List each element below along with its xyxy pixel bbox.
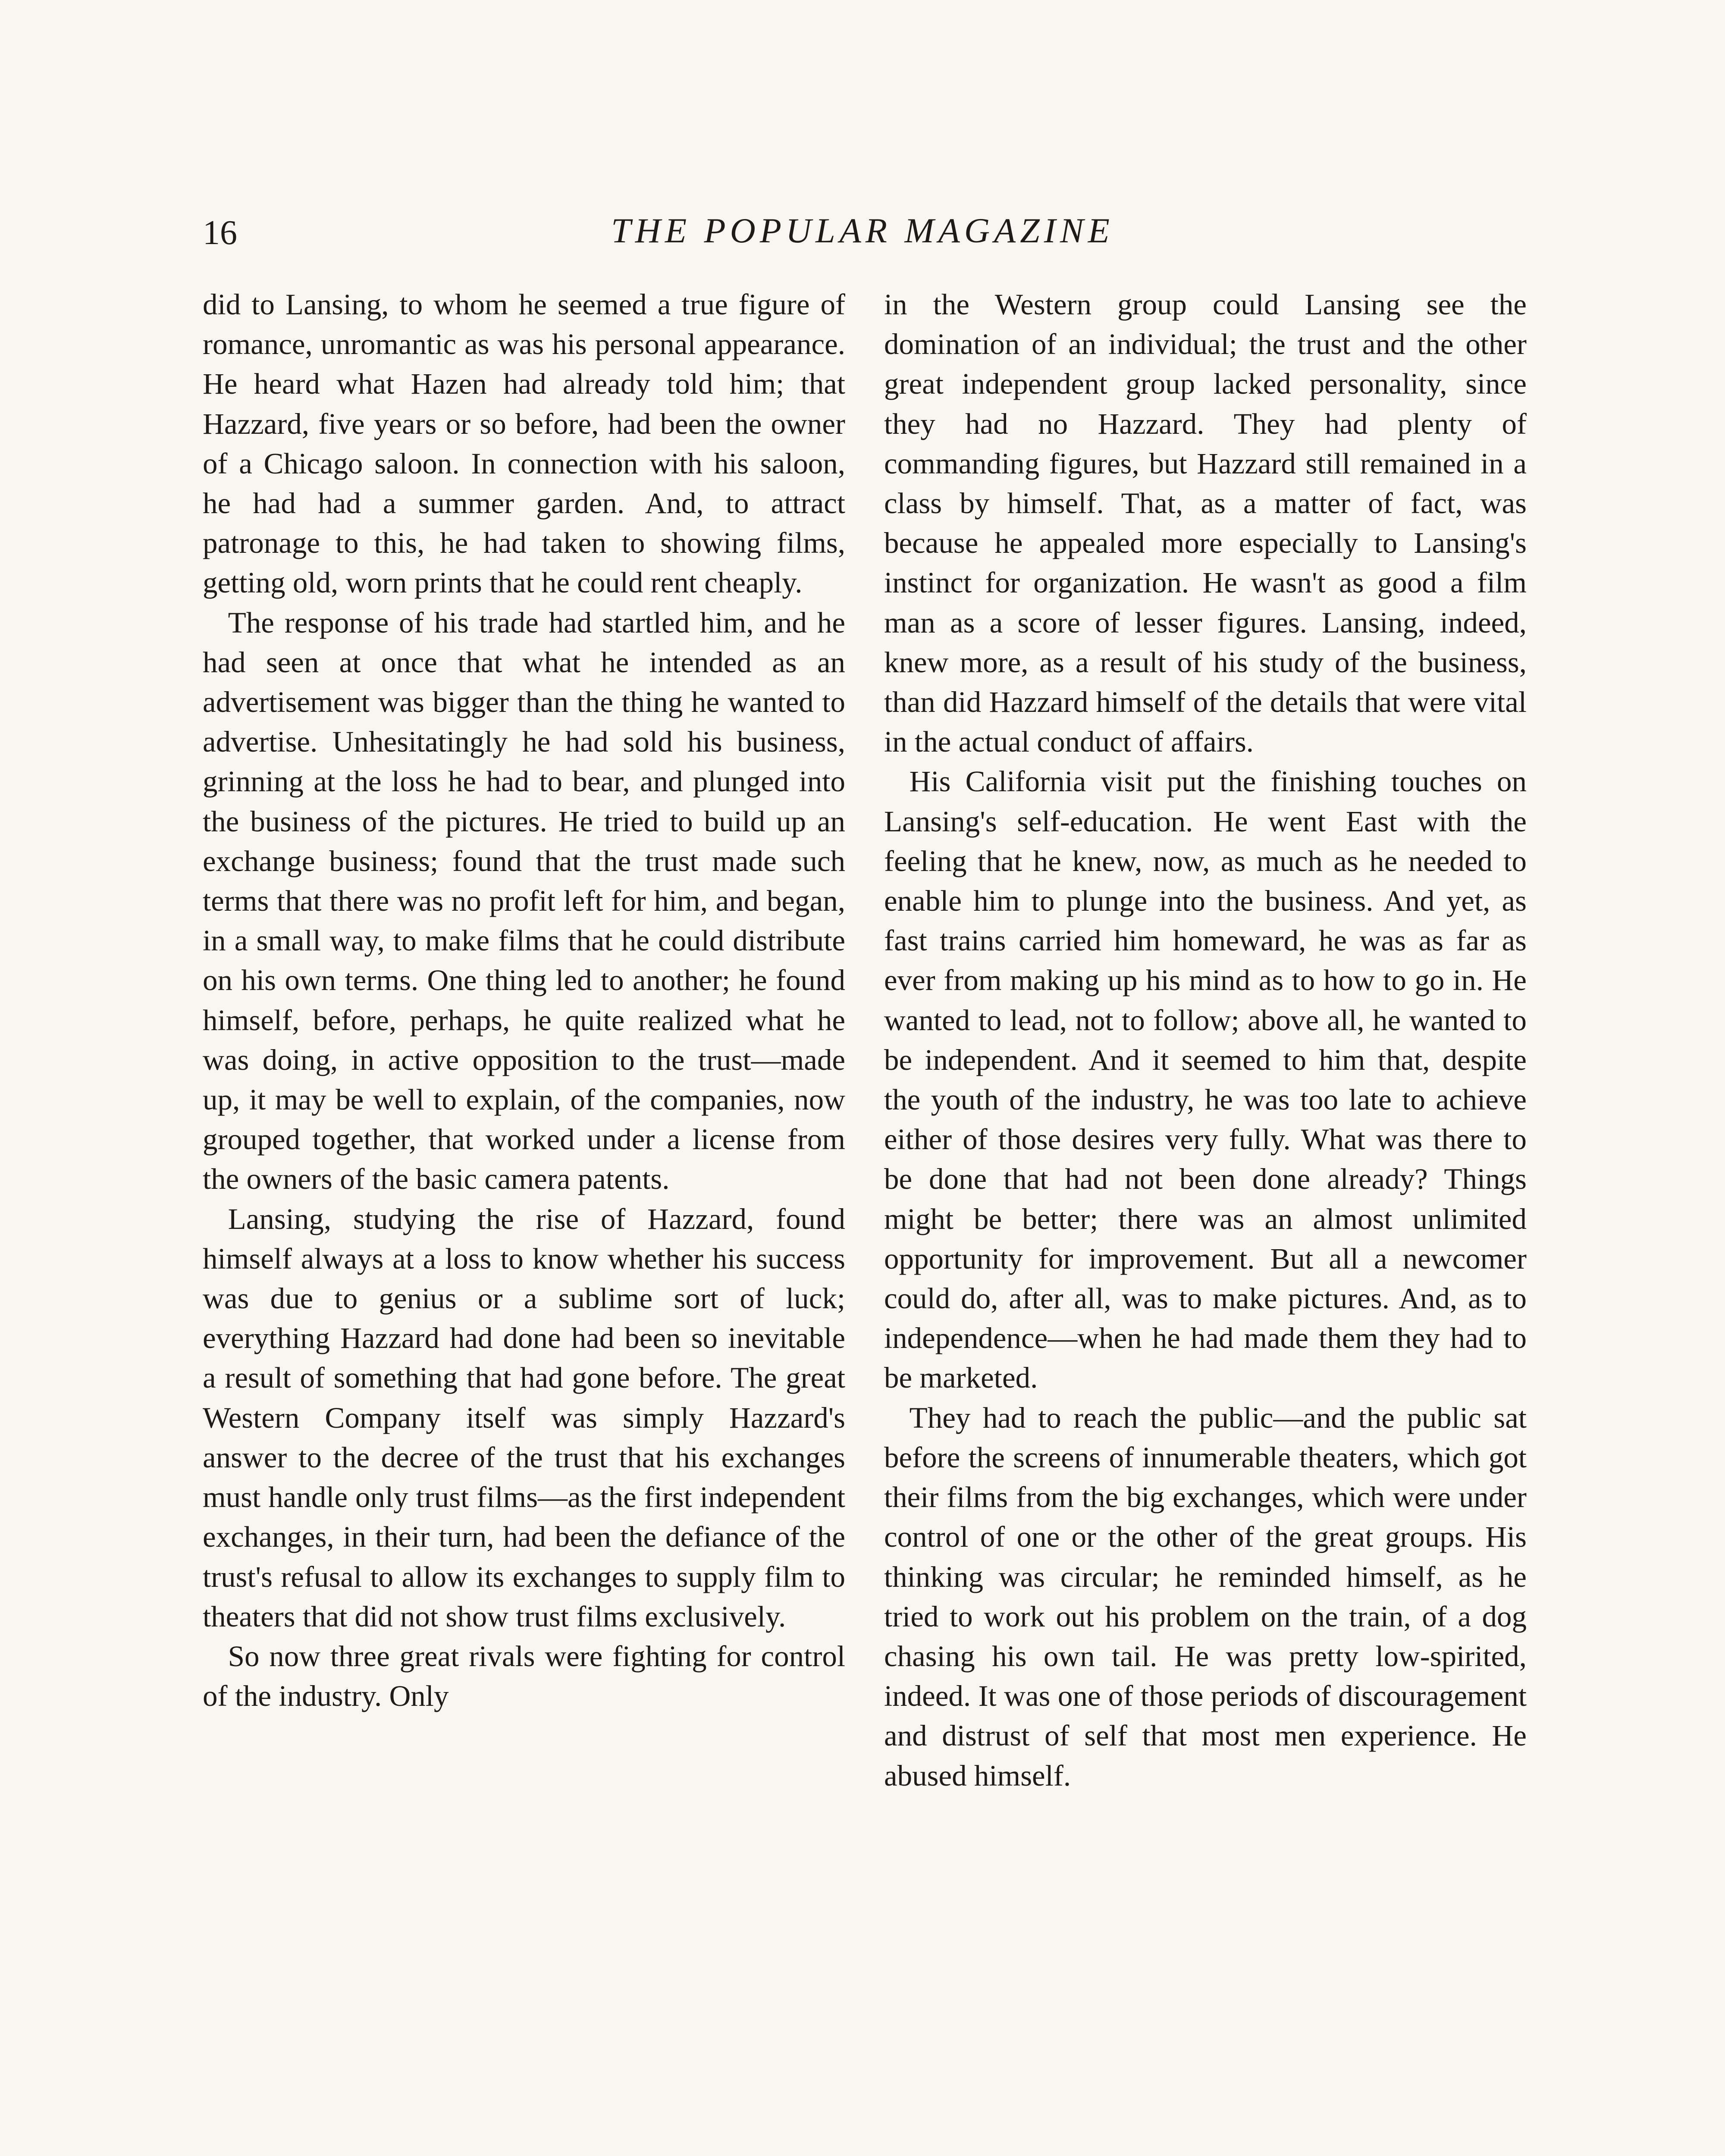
paragraph: They had to reach the public—and the public sat before the screens of innumerable theaters, which got their films from the big exchanges, which were under control of one or the other of the great groups. His thinking was circular; he reminded himself, as he tried to work out his problem on the train, of a dog chasing his own tail. He was pretty low-spirited, indeed. It was one of those periods of discouragement and distrust of self that most men experience. He abused himself.	[884, 1401, 1527, 1792]
paragraph: The response of his trade had startled him, and he had seen at once that what he intended as an advertisement was bigger than the thing he wanted to advertise. Unhesitatingly he had sold his business, grinning at the loss he had to bear, and plunged into the business of the pictures. He tried to build up an exchange business; found that the trust made such terms that there was no profit left for him, and began, in a small way, to make films that he could distribute on his own terms. One thing led to another; he found himself, before, perhaps, he quite realized what he was doing, in active opposition to the trust—made up, it may be well to explain, of the companies, now grouped together, that worked under a license from the owners of the basic camera patents.	[203, 606, 845, 1196]
text-column-left	[203, 285, 845, 1716]
paragraph: did to Lansing, to whom he seemed a true figure of romance, unromantic as was his personal appearance. He heard what Hazen had already told him; that Hazzard, five years or so before, had been the owner of a Chicago saloon. In connection with his saloon, he had had a summer garden. And, to attract patronage to this, he had taken to showing films, getting old, worn prints that he could rent cheaply.	[203, 288, 845, 599]
page-number: 16	[203, 214, 237, 252]
paragraph: So now three great rivals were fighting for control of the industry. Only	[203, 1639, 845, 1713]
text-column-right	[884, 285, 1527, 1796]
paragraph: in the Western group could Lansing see the domination of an individual; the trust and the other great independent group lacked personality, since they had no Hazzard. They had plenty of commanding figures, but Hazzard still remained in a class by himself. That, as a matter of fact, was because he appealed more especially to Lansing's instinct for organization. He wasn't as good a film man as a score of lesser figures. Lansing, indeed, knew more, as a result of his study of the business, than did Hazzard himself of the details that were vital in the actual conduct of affairs.	[884, 288, 1527, 758]
paragraph: Lansing, studying the rise of Hazzard, found himself always at a loss to know whether his success was due to genius or a sublime sort of luck; everything Hazzard had done had been so inevitable a result of something that had gone before. The great Western Company itself was simply Hazzard's answer to the decree of the trust that his exchanges must handle only trust films—as the first independent exchanges, in their turn, had been the defiance of the trust's refusal to allow its exchanges to supply film to theaters that did not show trust films exclusively.	[203, 1202, 845, 1633]
page-header	[203, 203, 1522, 267]
paragraph: His California visit put the finishing touches on Lansing's self-education. He went East with the feeling that he knew, now, as much as he needed to enable him to plunge into the business. And yet, as fast trains carried him homeward, he was as far as ever from making up his mind as to how to go in. He wanted to lead, not to follow; above all, he wanted to be independent. And it seemed to him that, despite the youth of the industry, he was too late to achieve either of those desires very fully. What was there to be done that had not been done already? Things might be better; there was an almost unlimited opportunity for improvement. But all a newcomer could do, after all, was to make pictures. And, as to independence—when he had made them they had to be marketed.	[884, 765, 1527, 1395]
running-title: THE POPULAR MAGAZINE	[611, 211, 1114, 250]
